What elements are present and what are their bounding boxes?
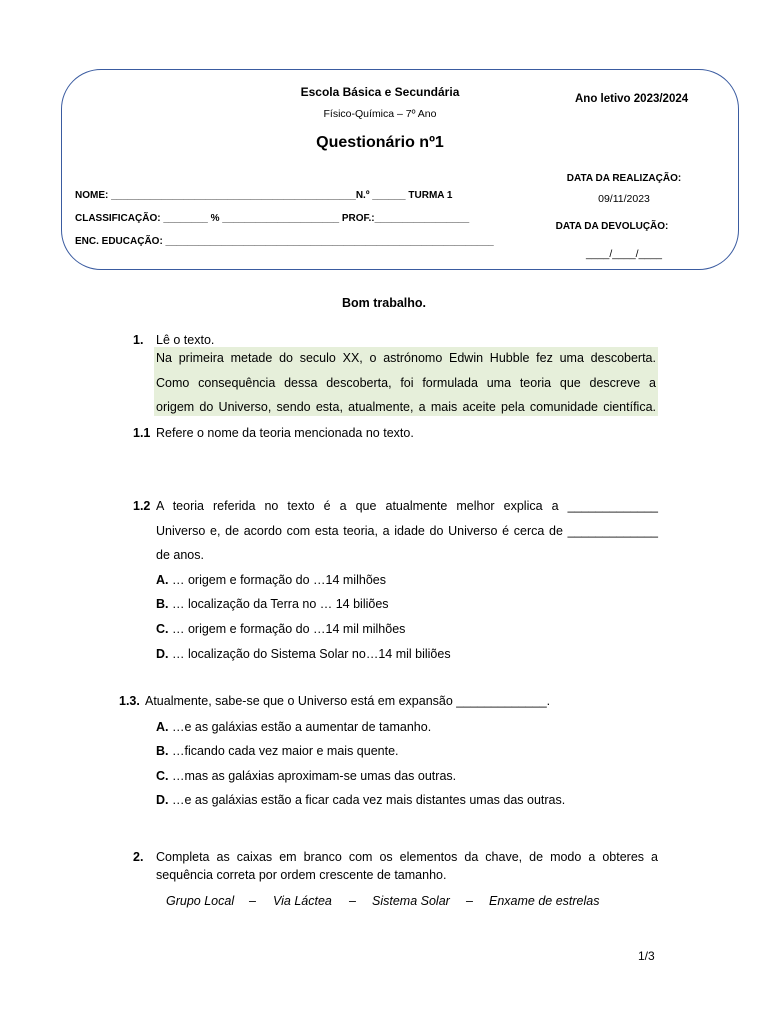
option-text: … origem e formação do …14 mil milhões	[171, 622, 406, 636]
classification-field-line: CLASSIFICAÇÃO: ________ % _____________________ PROF.:_________________	[75, 213, 470, 224]
guardian-field-line: ENC. EDUCAÇÃO: ___________________________________________________________	[75, 236, 494, 247]
option-letter: C.	[156, 622, 169, 636]
key-separator: –	[249, 894, 256, 908]
q1-3-option-b[interactable]	[156, 744, 399, 758]
q1-text-line: Como consequência dessa descoberta, foi formulada uma teoria que descreve a	[156, 376, 656, 390]
q1-2-option-a[interactable]	[156, 573, 386, 587]
option-text: …e as galáxias estão a aumentar de tamanho.	[171, 720, 432, 734]
key-separator: –	[349, 894, 356, 908]
option-text: … origem e formação do …14 milhões	[171, 573, 386, 587]
q1-text-line: origem do Universo, sendo esta, atualmente, a mais aceite pela comunidade científica.	[156, 400, 656, 414]
option-letter: C.	[156, 769, 169, 783]
return-date-value: ____/____/____	[586, 248, 662, 260]
q2-line: sequência correta por ordem crescente de tamanho.	[156, 868, 447, 882]
return-date-label: DATA DA DEVOLUÇÃO:	[555, 221, 669, 232]
q1-3-number: 1.3.	[119, 694, 140, 708]
key-separator: –	[466, 894, 473, 908]
option-text: …ficando cada vez maior e mais quente.	[171, 744, 399, 758]
date-value: 09/11/2023	[598, 193, 650, 205]
option-letter: B.	[156, 597, 169, 611]
option-letter: A.	[156, 573, 169, 587]
subject-line: Físico-Química – 7º Ano	[323, 108, 437, 120]
q1-1-prompt: Refere o nome da teoria mencionada no texto.	[156, 426, 414, 440]
q1-3-prompt: Atualmente, sabe-se que o Universo está em expansão _____________.	[145, 694, 551, 708]
q2-line: Completa as caixas em branco com os elementos da chave, de modo a obteres a	[156, 850, 658, 864]
key-item: Enxame de estrelas	[489, 894, 600, 908]
q1-3-option-d[interactable]	[156, 793, 565, 807]
q1-number: 1.	[133, 333, 144, 347]
greeting: Bom trabalho.	[341, 296, 427, 310]
school-name: Escola Básica e Secundária	[300, 85, 460, 99]
q1-1-number: 1.1	[133, 426, 151, 440]
q1-2-line: de anos.	[156, 548, 204, 562]
q1-2-option-c[interactable]	[156, 622, 405, 636]
q1-2-option-d[interactable]	[156, 647, 451, 661]
date-label: DATA DA REALIZAÇÃO:	[566, 173, 682, 184]
option-letter: D.	[156, 647, 169, 661]
option-text: … localização do Sistema Solar no…14 mil biliões	[171, 647, 451, 661]
q1-prompt: Lê o texto.	[156, 333, 215, 347]
q1-2-option-b[interactable]	[156, 597, 389, 611]
page-title: Questionário nº1	[316, 134, 444, 151]
option-letter: B.	[156, 744, 169, 758]
option-text: …e as galáxias estão a ficar cada vez mais distantes umas das outras.	[171, 793, 566, 807]
q2-number: 2.	[133, 850, 144, 864]
key-item: Grupo Local	[166, 894, 235, 908]
q1-2-line: A teoria referida no texto é a que atualmente melhor explica a _____________	[156, 499, 658, 513]
key-item: Via Láctea	[273, 894, 332, 908]
q1-3-option-c[interactable]	[156, 769, 456, 783]
key-item: Sistema Solar	[372, 894, 450, 908]
name-field-line: NOME: ____________________________________________N.º ______ TURMA 1	[75, 190, 453, 201]
option-letter: A.	[156, 720, 169, 734]
q1-2-line: Universo e, de acordo com esta teoria, a idade do Universo é cerca de _____________	[156, 524, 658, 538]
q1-2-number: 1.2	[133, 499, 151, 513]
q1-text-line: Na primeira metade do seculo XX, o astrónomo Edwin Hubble fez uma descoberta.	[156, 351, 656, 365]
option-letter: D.	[156, 793, 169, 807]
option-text: …mas as galáxias aproximam-se umas das outras.	[171, 769, 457, 783]
page-number: 1/3	[638, 949, 655, 963]
option-text: … localização da Terra no … 14 biliões	[171, 597, 389, 611]
school-year: Ano letivo 2023/2024	[575, 93, 689, 105]
q1-3-option-a[interactable]	[156, 720, 431, 734]
